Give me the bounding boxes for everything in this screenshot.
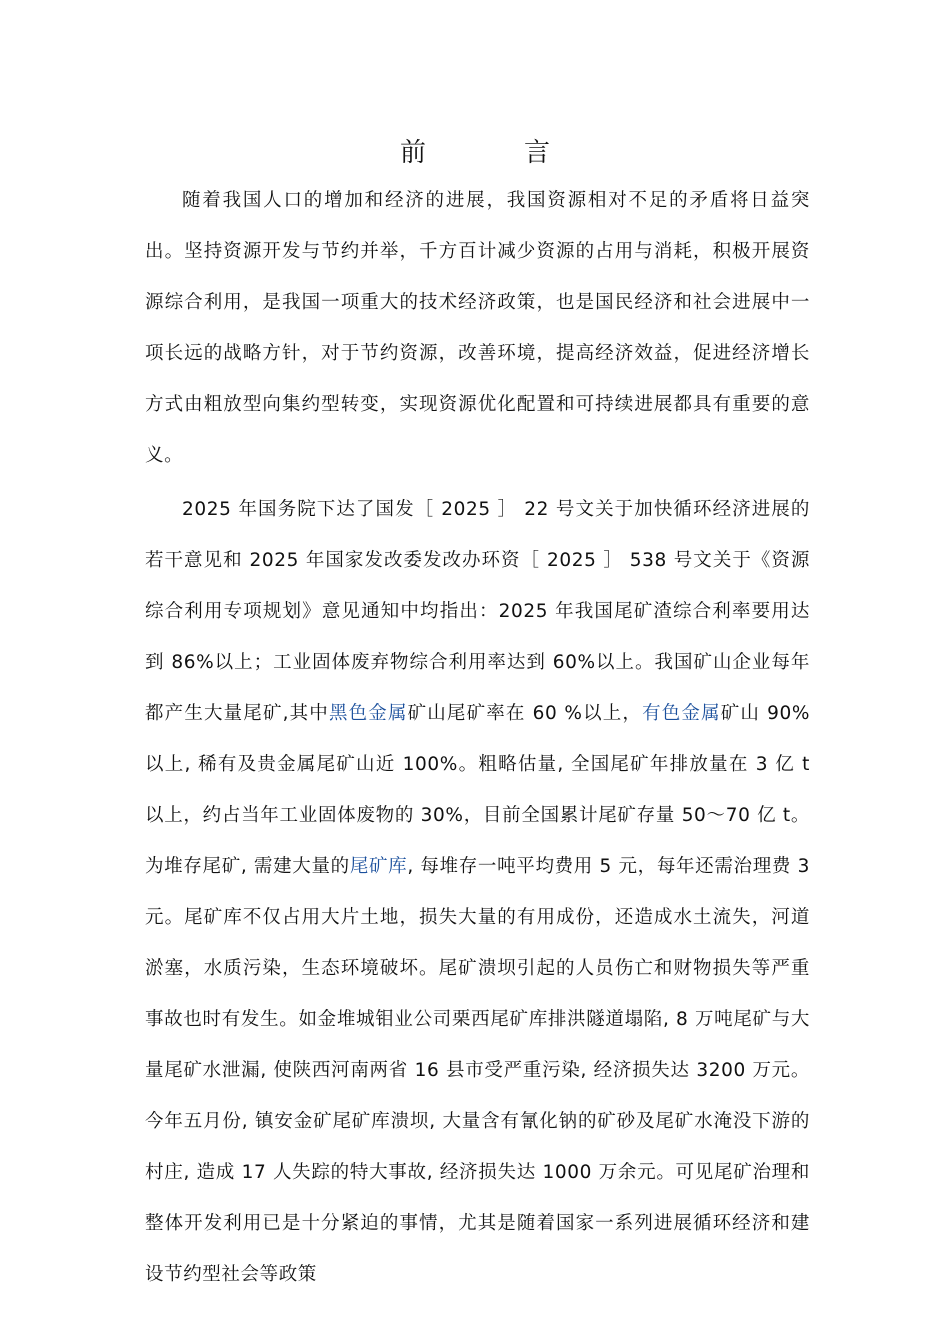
paragraph-text-segment: 2025 年国务院下达了国发［ 2025 ］ 22 号文关于加快循环经济进展的若干意见和 2025 年国家发改委发改办环资［ 2025 ］ 538 号文关于《资源综合利用专项规划》意见通知中均指出：2025 年我国尾矿渣综合利率要用达到 86%以上；工业固体废弃物综合利用率达到 60%以上。我国矿山企业每年都产生大量尾矿,其中 (145, 499, 810, 724)
intro-paragraph: 随着我国人口的增加和经济的进展，我国资源相对不足的矛盾将日益突出。坚持资源开发与节约并举，千方百计减少资源的占用与消耗，积极开展资源综合利用，是我国一项重大的技术经济政策，也是国民经济和社会进展中一项长远的战略方针，对于节约资源，改善环境，提高经济效益，促进经济增长方式由粗放型向集约型转变，实现资源优化配置和可持续进展都具有重要的意义。 (145, 190, 810, 466)
ferrous-metals-link[interactable]: 黑色金属 (328, 703, 408, 724)
paragraph-text-segment: , 每堆存一吨平均费用 5 元，每年还需治理费 3 元。尾矿库不仅占用大片土地，损失大量的有用成份，还造成水土流失，河道淤塞，水质污染，生态环境破坏。尾矿溃坝引起的人员伤亡和财物损失等严重事故也时有发生。如金堆城钼业公司栗西尾矿库排洪隧道塌陷, 8 万吨尾矿与大量尾矿水泄漏, 使陕西河南两省 16 县市受严重污染, 经济损失达 3200 万元。今年五月份, 镇安金矿尾矿库溃坝, 大量含有氰化钠的矿砂及尾矿水淹没下游的村庄, 造成 17 人失踪的特大事故, 经济损失达 1000 万余元。可见尾矿治理和整体开发利用已是十分紧迫的事情，尤其是随着国家一系列进展循环经济和建设节约型社会等政策 (145, 856, 810, 1285)
policy-paragraph (145, 484, 810, 1300)
nonferrous-metals-link[interactable]: 有色金属 (642, 703, 721, 724)
tailings-pond-link[interactable]: 尾矿库 (349, 856, 408, 877)
page-title: 前 言 (399, 138, 586, 168)
paragraph-text-segment: 矿山尾矿率在 60 %以上， (407, 703, 643, 724)
document-body (145, 175, 810, 1300)
paragraph-text-segment: 矿山 90%以上, 稀有及贵金属尾矿山近 100%。粗略估量, 全国尾矿年排放量在 3 亿 t 以上，约占当年工业固体废物的 30%，目前全国累计尾矿存量 50～70 亿 t。为堆存尾矿, 需建大量的 (145, 703, 811, 877)
